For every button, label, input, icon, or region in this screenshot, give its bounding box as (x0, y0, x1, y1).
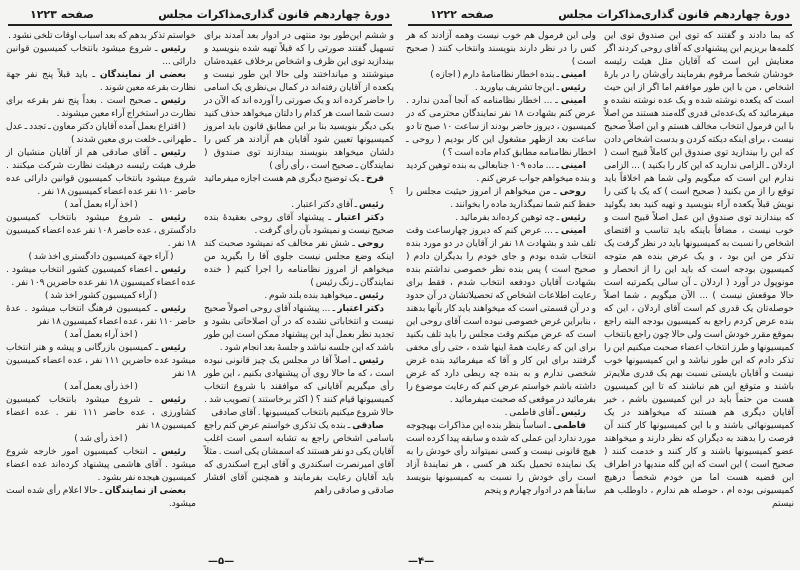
proceeding-note (6, 433, 196, 446)
speaker-name: امینی (560, 96, 586, 106)
page-number: صفحه ۱۲۲۲ (430, 8, 494, 21)
speech-paragraph (204, 212, 394, 238)
speaker-name: دکتر اعتبار (337, 304, 384, 314)
speaker-name: امینی (560, 161, 586, 171)
paragraph-text: ولی این فرمول هم خوب نیست وهمه آزادند که هر کس را در نظر دارند بنویسند وانتخاب کنند ( صحیح است ) (406, 31, 596, 67)
paragraph-text: ـ کمیسیون بازرگانی و پیشه و هنر انتخاب میشود عده حاضرین ۱۱۱ نفر ، عده اعضاء کمیسیون ۱۸ نفر (6, 343, 196, 379)
speaker-name: رئیس (359, 200, 384, 210)
speaker-name: رئیس (161, 44, 186, 54)
speech-paragraph (406, 420, 596, 498)
speaker-name: رئیس (359, 356, 384, 366)
speech-paragraph (406, 160, 596, 186)
speaker-name: امینی (560, 226, 586, 236)
speaker-name: رئیس (161, 213, 186, 223)
speech-paragraph (204, 173, 394, 199)
speech-paragraph (6, 342, 196, 381)
paragraph-text: ـ حالا اعلام رأی شده است میشود. (6, 486, 196, 509)
speech-paragraph (204, 303, 394, 355)
speech-paragraph (6, 43, 196, 69)
paragraph-text: ـ ... عرض کنم که دیروز چهارساعت وقت تلف شد و بشهادت ۱۸ نفر از آقایان در دو مورد بنده انتخاب شده بودم و جای خودم را بدیگران دادم ( صحیح است ) پس بنده نظر خصوصی نداشتم بنده بشهادت آقایان دودفعه انتخاب شدم ، فقط برای رعایت اطلاعات اشخاص که تحصیلاتشان در آن حدود و در آن قسمتی است که میخواهند باید کار بآنها بدهند ، بنابراین غرض خصوصی نبوده است آقای روحی این است که عرض میکنم وقت مجلس را باید تلف بکنید برای این که رعایت همهٔ اینها شده ، حتی رأی مخفی گرفتند برای این کار و آقا که میفرمائید بنده غرض شخصی ندارم و به بنده چه ربطی دارد که غرض داشته باشم خواستم عرض کنم که رعایت موضوع را بفرمائید در موقعی که صحبت میفرمائید . (406, 226, 596, 405)
speech-paragraph (406, 95, 596, 160)
paragraph-text: ـ ... پیشنهاد آقای روحی اصولاً صحیح نیست و انتخاباتی نشده که در آن اصلاحاتی بشود و تجدید نظر بعمل آید این پیشنهاد ممکن است این طور باشد که این جلسه نباشد و جلسهٔ بعد انجام شود . (204, 304, 394, 353)
speech-paragraph (406, 82, 596, 95)
speech-paragraph (204, 290, 394, 303)
paragraph-text: ( آراء جهة کمیسیون دادگستری اخذ شد ) (28, 252, 174, 262)
text-column-left (6, 30, 196, 511)
paragraph-text: ( اخذ رأی بعمل آمد ) (64, 382, 138, 392)
session-period: دورهٔ چهاردهم قانون گذاری (640, 8, 790, 21)
proceeding-note (6, 381, 196, 394)
speech-paragraph (406, 69, 596, 82)
speaker-name: رئیس (161, 148, 186, 158)
speaker-name: دکتر اعتبار (335, 213, 384, 223)
speech-paragraph (6, 264, 196, 290)
paragraph-text: ( آراء کمیسیون کشور اخذ شد ) (44, 291, 158, 301)
paragraph-text: ـ صحیح است . بعداً پنج نفر بقرعه برای نظارت در استخراج آراء معین میشوند . (6, 96, 196, 119)
paragraph-text: ( اخذ آراء بعمل آمد ) (64, 200, 138, 210)
paragraph-text: ـ یک توضیح دیگری هم هست اجازه میفرمائید ؟ (204, 174, 394, 197)
publication-title: مذاکرات مجلس (558, 8, 642, 21)
paragraph-text: ( اقتراع بعمل آمده آقایان دکتر معاون ـ تجدد ـ عدل ـ طهرانی ـ خلعت بری معین شدند ) (6, 122, 196, 145)
speech-paragraph (6, 95, 196, 121)
paragraph-text: ـ بنده اخطار نظامنامهٔ دارم ( اجازه ) (430, 70, 561, 80)
paragraph-text: ـ این‌جا تشریف بیاورید . (474, 83, 562, 93)
paragraph-text: ـ باید قبلاً پنج نفر جهة نظارت بقرعه معین شوند . (6, 70, 196, 93)
speaker-name: رئیس (561, 213, 586, 223)
paragraph-text: ـ میخواهید بنده بلند شوم . (264, 291, 360, 301)
paragraph-text: ـ اصلاً آقا در مجلس یک چیز قانونی نبوده است ، که ما حالا روی آن پیشنهادی بکنیم ، این طور رأی میگیریم آقایانی که موافقند با شروع انتخاب کمیسیونها قیام کنند ؟ ( اکثر برخاستند ) تصویب شد . حالا شروع میکنیم بانتخاب کمیسیونها . آقای صادقی (204, 356, 394, 418)
speaker-name: رئیس (161, 395, 186, 405)
page-header (8, 4, 392, 26)
speech-paragraph (406, 186, 596, 212)
speech-paragraph (406, 225, 596, 407)
paragraph-text: ـ اعضاء کمیسیون کشور انتخاب میشود . عده اعضاء کمیسیون ۱۸ نفر عده حاضرین ۱۰۹ نفر . (6, 265, 196, 288)
page-footer-number: —۵— (208, 556, 235, 567)
page-header (408, 4, 792, 26)
proceeding-note (6, 290, 196, 303)
paragraph-text: ـ آقای دکتر اعتبار . (291, 200, 360, 210)
proceeding-note (6, 251, 196, 264)
speaker-name: روحی (357, 239, 384, 249)
speaker-name: رئیس (561, 408, 586, 418)
speech-paragraph (6, 303, 196, 329)
speech-paragraph (406, 407, 596, 420)
session-period: دورهٔ چهاردهم قانون گذاری (240, 8, 390, 21)
paragraph-text: ـ انتخاب کمیسیون امور خارجه شروع میشود . آقای هاشمی پیشنهاد کرده‌اند عده اعضاء کمیسیون هیجده نفر بشود . (6, 447, 196, 483)
page-1222 (400, 0, 800, 570)
speaker-name: رئیس (161, 447, 186, 457)
speech-paragraph (6, 69, 196, 95)
text-paragraph (406, 30, 596, 69)
speech-paragraph (6, 147, 196, 199)
paragraph-text: ـ آقای فاطمی . (504, 408, 562, 418)
speaker-name: فاطمی (553, 421, 586, 431)
speaker-name: رئیس (161, 96, 186, 106)
speech-paragraph (6, 394, 196, 433)
publication-title: مذاکرات مجلس (158, 8, 242, 21)
speaker-name: رئیس (561, 83, 586, 93)
paragraph-text: ـ من میخواهم از امروز حیثیت مجلس را حفظ کنم شما نمیگذارید ماده را بخوانند . (406, 187, 596, 210)
speaker-name: امینی (560, 70, 586, 80)
speech-paragraph (406, 212, 596, 225)
text-column-right (204, 30, 394, 498)
paragraph-text: ـ شروع میشود بانتخاب کمیسیون دادگستری ، عده حاضر ۱۰۸ نفر عده اعضاء کمیسیون ۱۸ نفر . (6, 213, 196, 249)
paragraph-text: ـ بنده یک تذکری خواستم عرض کنم راجع باسامی اشخاص راجع به تشابه اسمی است اغلب آقایان یکی دو نفر هستند که اسمشان یکی است . مثلاً آقای امیرنصرت اسکندری و آقای ایرج اسکندری که باید آقایان رعایت بفرمایند و همچنین آقای افشار صادقی و صادقی راهم (204, 421, 394, 496)
paragraph-text: ـ آقای صادقی هم از آقایان منشیان از طرف هیئت رئیسه درهیئت نظارت شرکت میکنند . شروع میشود بانتخاب کمیسیون قوانین دارائی عده حاضر ۱۱۰ نفر عده اعضاء کمیسیون ۱۸ نفر . (6, 148, 196, 197)
paragraph-text: ( اخذ آراء بعمل آمد ) (64, 330, 138, 340)
speaker-name: رئیس (161, 343, 186, 353)
text-paragraph (6, 121, 196, 147)
proceeding-note (6, 329, 196, 342)
paragraph-text: ـ ... ماده ۱۰۹ جنابعالی به بنده توهین کردید و بنده میخواهم جواب عرض کنم . (406, 161, 596, 184)
speaker-name: روحی (559, 187, 586, 197)
speaker-name: بعضی از نمایندگان (104, 486, 186, 496)
speaker-name: رئیس (359, 291, 384, 301)
paragraph-text: ـ کمیسیون فرهنگ انتخاب میشود . عدهٔ حاضر ۱۱۰ نفر ، عده اعضاء کمیسیون ۱۸ نفر (6, 304, 196, 327)
paragraph-text: ـ شروع میشود بانتخاب کمیسیون کشاورزی ، عده حاضر ۱۱۱ نفر . عده اعضاء کمیسیون ۱۸ نفر (6, 395, 196, 431)
paragraph-text: ـ پیشنهاد آقای روحی بعقیدهٔ بنده صحیح نیست و نمیشود بآن رأی گرفت . (204, 213, 394, 236)
paragraph-text: خواستم تذکر بدهم که بعد اسباب اوقات تلخی نشود . (7, 31, 196, 41)
paragraph-text: ـ شش نفر مخالف که نمیشود صحبت کند اینکه وضع مجلس نیست جلوی آقا را بگیرید من میخواهم از امروز نظامنامه را اجرا کنیم ( خنده نمایندگان ـ زنگ رئیس ) (204, 239, 394, 288)
paragraph-text: که بما دادند و گفتند که توی این صندوق توی این کلمه‌ها بریزیم این پیشنهادی که آقای روحی کردند اگر معنایش این است که آقایان مثل هیئت رئیسه خودشان شخصاً مرقوم بفرمایند رأی‌شان را در بارهٔ اشخاص ، من با این طور موافقم اما اگر از این حیث است که یکعده نوشته شده و یک عده نوشته نشده و میفرمائید که یک‌عده‌ئی قدری گله‌مند هستند من اصلاً با این فرمول انتخاب مخالف هستم و این اصلاً صحیح نیست ، برای اینکه دیکته کردن و بدست اشخاص دادن که این را بیندازید توی صندوق این کاملاً قبیح است ( اردلان ـ الزامی ندارید که این کار را بکنید ) ... الزامی ندارم این است که میگویم ولی شما هم اخلاقاً باید توقع را از من بکنید ( صحیح است ) که یک یا کتی را نویش قبلاً یکعده آراء بنویسید و تهیه کنید بعد بگوئید که بیندازند توی صندوق این عمل اصلاً قبیح است و خوب نیست ، مضافاً باینکه باید تناسب و اقتضای اشخاص را نسبت به کمیسیونها باید در نظر گرفت یک تذکر من این بود ، و یک عرض بنده هم متوجه کمیسیون بودجه است که باید این را از انحصار و مونوپول در آورد ( اردلان ـ آن سالی یکمرتبه است حالا موقعش نیست ) ... الآن میگویم ، شما اصلاً حوصله‌تان یک قدری کم است آقای اردلان ، این که بنده عرض کردم راجع به کمیسیون بودجه البته راجع بموقع مقرر خودش است ولی حالا چون راجع بانتخاب کمیسیونها و طرز انتخاب اعضاء صحبت میکنیم این را تذکر دادم که این طور نباشد و این کمیسیونها خوب نیست و آقایان بایستی نسبت بهم یک قدری ملایم‌تر باشند و متوقع این هم نباشند که تا این کمیسیون هست من حتماً باید در این کمیسیون باشم ، خیر آقایان دیگری هم هستند که میخواهند در یک کمیسیونهائی باشند و با این کمیسیونها کار کنند آن فرصت را بدهند به دیگران که نظر دارند و میخواهند عضو کمیسیونها باشند و کار کنند و خدمت کنند ( صحیح است ) این است که این گله مندیها در اطراف این قضیه هست اما من خودم شخصاً درهیچ کمیسیونی بوده ام ، حوصله هم ندارم ، داوطلب هم نیستم (604, 31, 794, 509)
paragraph-text: و ششم این‌طور بود منتهی در ادوار بعد آمدند برای تسهیل گفتند صورتی را که قبلاً تهیه شده بنویسید و بیندازید توی این ظرف و اشخاص برخلاف عقیده‌شان مینوشتند و میانداختند ولی حالا این طور نیست و یکعده از آقایان رفته‌اند در کمال بی‌نظری یک اسامی را حاضر کرده اند و یک صورتی را آورده اند که الآن در دست شما است هر کدام را دلتان میخواهد حذف کنید یکی دیگر بنویسید بنا بر این مطابق قانون باید امروز کمیسیونها تعیین شود آقایان هم آزادند هر کس را دلشان میخواهد بنویسند بیندازند توی صندوق ( نمایندگان ـ صحیح است ، رأی رأی ) (204, 31, 394, 171)
paragraph-text: ـ چه توهین کرده‌اند بفرمائید . (455, 213, 562, 223)
text-column-right (604, 30, 794, 511)
speech-paragraph (204, 355, 394, 420)
text-paragraph (604, 30, 794, 511)
text-column-left (406, 30, 596, 498)
text-paragraph (204, 30, 394, 173)
speaker-name: فرخ (366, 174, 384, 184)
speech-paragraph (204, 199, 394, 212)
page-footer-number: —۴— (408, 556, 435, 567)
speech-paragraph (6, 446, 196, 485)
paragraph-text: ( اخذ رأی شد ) (74, 434, 128, 444)
text-paragraph (6, 30, 196, 43)
page-number: صفحه ۱۲۲۳ (30, 8, 94, 21)
speaker-name: رئیس (161, 265, 186, 275)
speech-paragraph (6, 212, 196, 251)
proceeding-note (6, 199, 196, 212)
paragraph-text: ـ ... اخطار نظامنامه که آنجا آمدن ندارد . عرض کنم بشهادت ۱۸ نفر نمایندگان محترمی که در کمیسیون ، دیروز حاضر بودند از ساعت ۱۰ صبح تا دو ساعت بعد ازظهر مشغول این کار بودیم ( روحی ـ اخطار نظامنامه مطابق کدام ماده است ؟ ) (406, 96, 596, 158)
speech-paragraph (204, 238, 394, 290)
speaker-name: صادقی (352, 421, 384, 431)
paragraph-text: ـ شروع میشود بانتخاب کمیسیون قوانین دارائی ... (6, 44, 196, 67)
paragraph-text: ـ اساساً بنظر بنده این مذاکرات بهیچوجه مورد ندارد این عملی که شده و سابقه پیدا کرده است هیچ قانونی نیست و کسی نمیتواند رأی خودش را به یک نماینده تحمیل بکند هر کسی ، هر نمایندهٔ آزاد است رأی خودش را نسبت به کمیسیونها بنویسد سابقاً هم در ادوار چهارم و پنجم (406, 421, 596, 496)
speaker-name: رئیس (161, 304, 186, 314)
speaker-name: بعضی از نمایندگان (99, 70, 186, 80)
speech-paragraph (204, 420, 394, 498)
speech-paragraph (6, 485, 196, 511)
